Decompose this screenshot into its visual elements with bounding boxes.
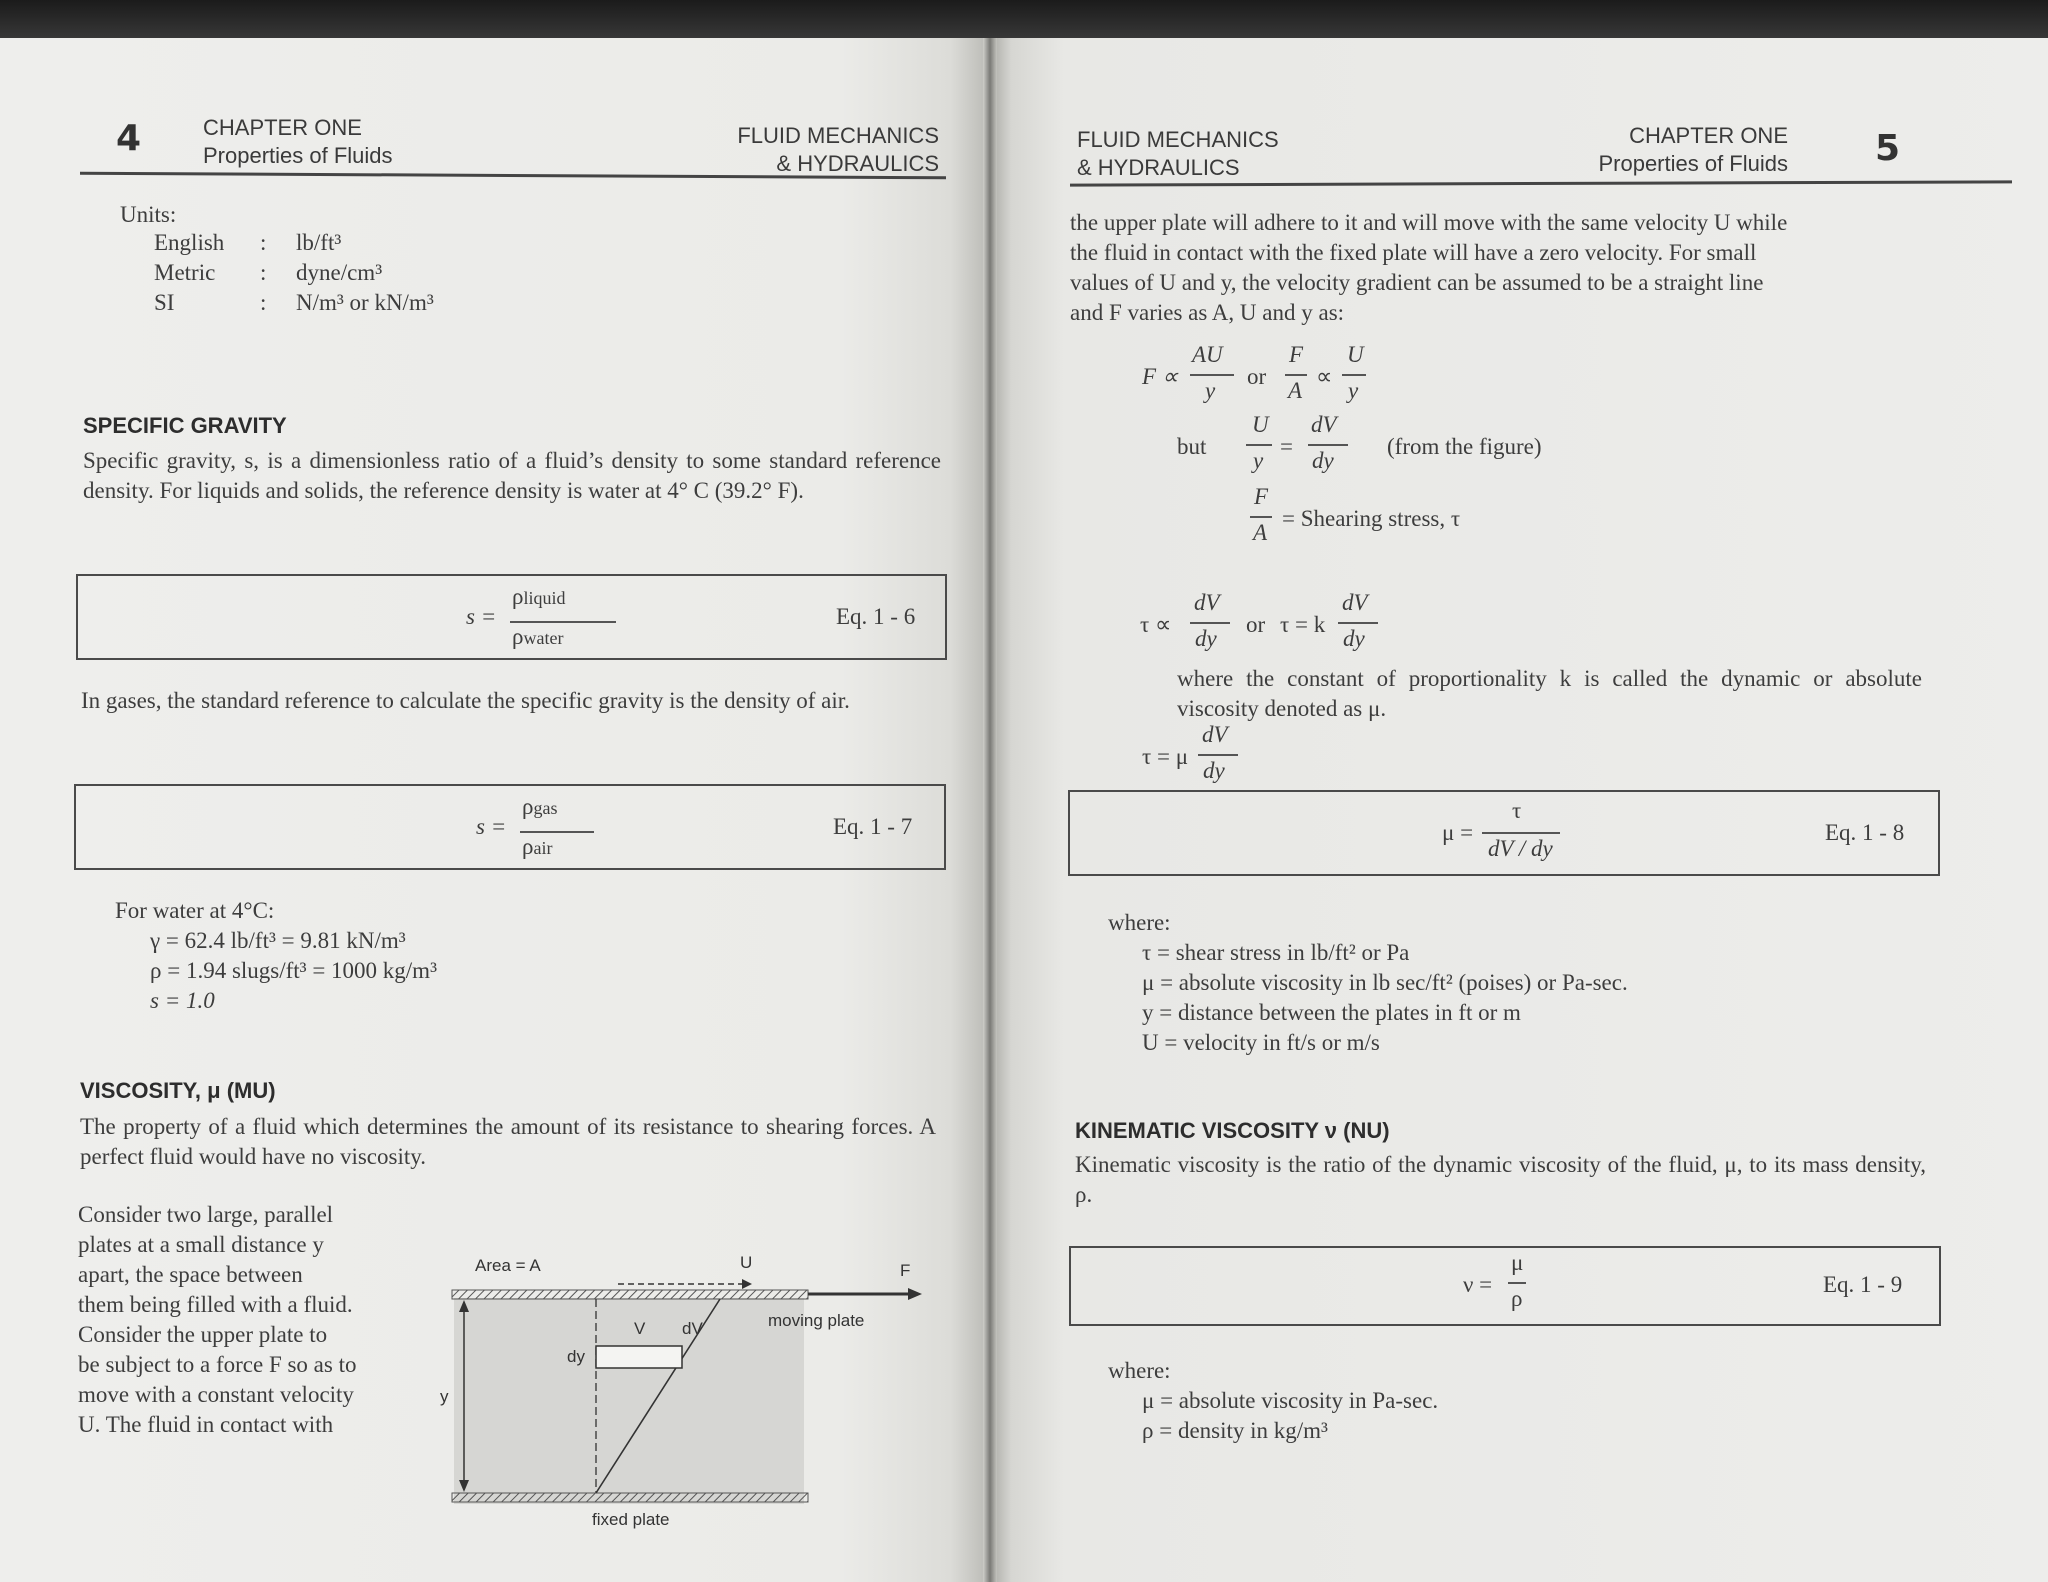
page-number: 5: [1875, 128, 1901, 169]
math-u: U: [1252, 412, 1269, 437]
units-row: Metric : dyne/cm³: [154, 260, 383, 285]
math-dv: dV: [1342, 590, 1368, 615]
consider-line: apart, the space between: [78, 1262, 303, 1287]
fraction-bar: [1508, 1282, 1526, 1284]
equation-label: Eq. 1 - 8: [1825, 820, 1905, 845]
where-line: μ = absolute viscosity in Pa-sec.: [1142, 1388, 1439, 1413]
where-line: τ = shear stress in lb/ft² or Pa: [1142, 940, 1410, 965]
math-dy: dy: [1203, 758, 1225, 783]
equation-box-1-6: [76, 574, 947, 660]
eq-numerator: τ: [1512, 798, 1522, 823]
scan-top-edge: [0, 0, 2048, 42]
u-label: U: [740, 1253, 753, 1272]
fraction-bar: [1190, 622, 1230, 624]
fraction-bar: [1482, 832, 1560, 834]
section-heading-viscosity: VISCOSITY, μ (MU): [80, 1078, 276, 1103]
math-dy: dy: [1343, 626, 1365, 651]
page-number: 4: [116, 118, 142, 159]
specific-gravity-paragraph: Specific gravity, s, is a dimensionless ratio of a fluid’s density to some standard reference density. For liquids and solids, the reference density is water at 4° C (39.2° F).: [83, 448, 941, 503]
math-from-figure: (from the figure): [1387, 434, 1542, 459]
fluid-region: [454, 1298, 804, 1504]
velocity-arrow-head: [742, 1279, 752, 1289]
fraction-bar: [1190, 374, 1234, 376]
water-title: For water at 4°C:: [115, 898, 275, 923]
moving-plate-label: moving plate: [768, 1311, 865, 1330]
math-dv: dV: [1311, 412, 1337, 437]
eq-lhs: s =: [476, 814, 507, 839]
equation-label: Eq. 1 - 9: [1823, 1272, 1903, 1297]
where-label: where:: [1108, 1358, 1171, 1383]
fraction-bar: [1246, 444, 1272, 446]
math-y: y: [1205, 378, 1216, 403]
chapter-label: CHAPTER ONE: [1629, 123, 1788, 148]
fraction-bar: [1285, 374, 1307, 376]
eq-denominator: ρair: [522, 834, 553, 859]
parallel-plates-figure: [430, 1208, 930, 1529]
chapter-subtitle: Properties of Fluids: [203, 143, 393, 168]
math-tau-prop: τ ∝: [1140, 612, 1172, 637]
kinematic-paragraph: Kinematic viscosity is the ratio of the dynamic viscosity of the fluid, μ, to its mass density, ρ.: [1075, 1152, 1926, 1207]
math-f: F: [1289, 342, 1304, 367]
consider-line: be subject to a force F so as to: [78, 1352, 357, 1377]
math-tau-eq-k: τ = k: [1280, 612, 1326, 637]
eq-lhs: s =: [466, 604, 497, 629]
eq-numerator: ρliquid: [512, 584, 566, 609]
chapter-label: CHAPTER ONE: [203, 115, 362, 140]
math-y: y: [1348, 378, 1359, 403]
math-u: U: [1347, 342, 1364, 367]
eq-lhs: μ =: [1442, 820, 1474, 845]
where-line: μ = absolute viscosity in lb sec/ft² (poises) or Pa-sec.: [1142, 970, 1628, 995]
math-eq: =: [1280, 434, 1293, 459]
where-label: where:: [1108, 910, 1171, 935]
math-dy: dy: [1195, 626, 1217, 651]
book-title-line2: & HYDRAULICS: [776, 151, 939, 176]
math-or: or: [1246, 612, 1266, 637]
equation-box-1-8: [1068, 790, 1940, 876]
equation-box-1-9: [1069, 1246, 1941, 1326]
math-but: but: [1177, 434, 1207, 459]
eq-lhs: ν =: [1463, 1272, 1493, 1297]
consider-line: U. The fluid in contact with: [78, 1412, 334, 1437]
book-title-line1: FLUID MECHANICS: [1077, 127, 1279, 152]
fixed-plate: [452, 1493, 808, 1502]
y-label: y: [440, 1387, 449, 1406]
water-line: s = 1.0: [150, 988, 215, 1013]
math-dv: dV: [1194, 590, 1220, 615]
dv-label: dV: [682, 1319, 703, 1338]
intro-line: the upper plate will adhere to it and will move with the same velocity U while: [1070, 210, 1788, 235]
equation-label: Eq. 1 - 7: [833, 814, 913, 839]
math-dy: dy: [1312, 448, 1334, 473]
math-f: F: [1254, 484, 1269, 509]
fraction-bar: [1308, 444, 1348, 446]
fraction-bar: [1198, 754, 1238, 756]
consider-line: move with a constant velocity: [78, 1382, 354, 1407]
f-label: F: [900, 1261, 911, 1280]
consider-line: Consider two large, parallel: [78, 1202, 334, 1227]
eq-denominator: ρ: [1511, 1286, 1523, 1311]
section-heading-kinematic-viscosity: KINEMATIC VISCOSITY ν (NU): [1075, 1118, 1390, 1143]
math-tau-eq-mu: τ = μ: [1142, 744, 1189, 769]
where-line: ρ = density in kg/m³: [1142, 1418, 1328, 1443]
consider-line: Consider the upper plate to: [78, 1322, 328, 1347]
units-label: Units:: [120, 202, 177, 227]
where-line: y = distance between the plates in ft or m: [1142, 1000, 1521, 1025]
intro-line: and F varies as A, U and y as:: [1070, 300, 1345, 325]
fraction-bar: [1342, 374, 1366, 376]
area-label: Area = A: [475, 1256, 541, 1275]
math-a: A: [1288, 378, 1303, 403]
math-f-prop: F ∝: [1142, 364, 1179, 389]
equation-label: Eq. 1 - 6: [836, 604, 916, 629]
constant-paragraph: where the constant of proportionality k is called the dynamic or absolute viscosity denoted as μ.: [1177, 666, 1922, 721]
math-shear: = Shearing stress, τ: [1282, 506, 1461, 531]
section-heading-specific-gravity: SPECIFIC GRAVITY: [83, 413, 287, 438]
right-page: [990, 38, 2048, 1582]
eq-numerator: ρgas: [522, 794, 558, 819]
fraction-bar: [1338, 622, 1378, 624]
fraction-bar: [1250, 516, 1272, 518]
eq-numerator: μ: [1511, 1250, 1524, 1275]
math-dv: dV: [1202, 722, 1228, 747]
force-arrow-head: [908, 1288, 922, 1300]
dy-label: dy: [567, 1347, 585, 1366]
book-title-line1: FLUID MECHANICS: [737, 123, 939, 148]
fraction-bar: [520, 831, 594, 833]
water-line: ρ = 1.94 slugs/ft³ = 1000 kg/m³: [150, 958, 437, 983]
units-row: SI : N/m³ or kN/m³: [154, 290, 434, 315]
left-page: [0, 38, 990, 1582]
eq-denominator: ρwater: [512, 624, 564, 649]
math-prop: ∝: [1316, 364, 1333, 389]
consider-line: them being filled with a fluid.: [78, 1292, 353, 1317]
where-line: U = velocity in ft/s or m/s: [1142, 1030, 1380, 1055]
v-label: V: [634, 1319, 646, 1338]
book-gutter: [983, 38, 997, 1582]
equation-box-1-7: [74, 784, 946, 870]
math-a: A: [1253, 520, 1268, 545]
eq-denominator: dV / dy: [1488, 836, 1553, 861]
fixed-plate-label: fixed plate: [592, 1510, 670, 1529]
moving-plate: [452, 1290, 808, 1299]
math-y: y: [1253, 448, 1264, 473]
units-row: English : lb/ft³: [154, 230, 342, 255]
intro-line: the fluid in contact with the fixed plate will have a zero velocity. For small: [1070, 240, 1757, 265]
consider-line: plates at a small distance y: [78, 1232, 324, 1257]
chapter-subtitle: Properties of Fluids: [1598, 151, 1788, 176]
fraction-bar: [510, 621, 616, 623]
math-or: or: [1247, 364, 1267, 389]
water-line: γ = 62.4 lb/ft³ = 9.81 kN/m³: [150, 928, 406, 953]
math-au: AU: [1192, 342, 1223, 367]
intro-line: values of U and y, the velocity gradient can be assumed to be a straight line: [1070, 270, 1764, 295]
book-title-line2: & HYDRAULICS: [1077, 155, 1240, 180]
fluid-element: [596, 1346, 682, 1368]
gas-paragraph: In gases, the standard reference to calculate the specific gravity is the density of air.: [81, 688, 850, 713]
viscosity-paragraph: The property of a fluid which determines the amount of its resistance to shearing forces. A perfect fluid would have no viscosity.: [80, 1114, 936, 1169]
